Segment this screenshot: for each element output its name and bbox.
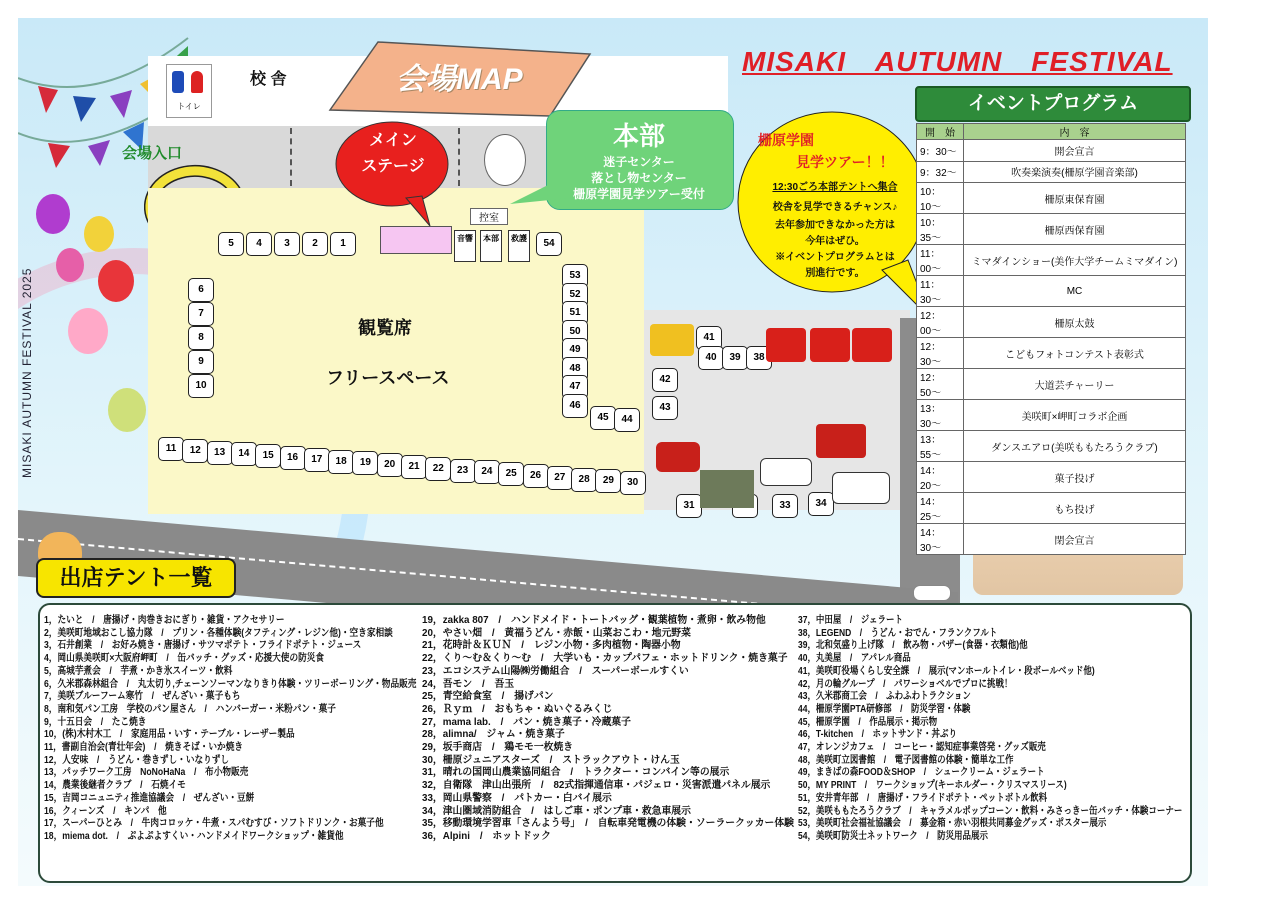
tent-list-item: 8，南和気パン工房 学校のパン屋さん / ハンバーガー・米粉パン・菓子 bbox=[44, 703, 336, 715]
tractor-icon bbox=[656, 442, 700, 472]
tent-list-item: 25，青空給食室 / 揚げパン bbox=[422, 691, 554, 703]
program-time: 13：55〜 bbox=[917, 431, 964, 462]
tent-list-column-3 bbox=[798, 615, 1182, 844]
tent-list-item: 2，美咲町地域おこし協力隊 / プリン・各種体験(タフティング・レジン他)・空き家相談 bbox=[44, 627, 393, 639]
tent-list-item: 16，クィーンズ / キンパ 他 bbox=[44, 805, 167, 817]
tent-list-item: 32，自衛隊 津山出張所 / 82式指揮通信車・パジェロ・災害派遣パネル展示 bbox=[422, 780, 771, 792]
program-time: 12：00〜 bbox=[917, 307, 964, 338]
divider bbox=[458, 128, 462, 186]
toilet-sign bbox=[166, 64, 212, 118]
tent-list-item: 31，晴れの国岡山農業協同組合 / トラクター・コンバイン等の展示 bbox=[422, 767, 730, 779]
tent-marker: 25 bbox=[498, 462, 524, 486]
tent-marker: 7 bbox=[188, 302, 214, 326]
main-stage-line: ステージ bbox=[361, 158, 425, 175]
first-aid-booth: 救護 bbox=[508, 230, 530, 262]
tent-marker: 4 bbox=[246, 232, 272, 256]
festival-poster bbox=[18, 18, 1208, 886]
balloon bbox=[68, 308, 108, 354]
program-content: 吹奏楽演奏(柵原学園音楽部) bbox=[964, 161, 1186, 183]
program-time: 10：35〜 bbox=[917, 214, 964, 245]
hq-booth: 本部 bbox=[480, 230, 502, 262]
tent-list-item: 45，柵原学園 / 作品展示・掲示物 bbox=[798, 716, 938, 728]
tent-list-item: 6，久米郡森林組合 / 丸太切り,チェーンソーマンなりきり体験・ツリーボーリング・物品販売 bbox=[44, 678, 417, 690]
tent-marker: 30 bbox=[620, 471, 646, 495]
program-row bbox=[917, 462, 1186, 493]
tent-list-item: 12，人安味 / うどん・巻きずし・いなりずし bbox=[44, 754, 230, 766]
tent-marker: 20 bbox=[377, 453, 403, 477]
tour-line: 去年参加できなかった方は bbox=[775, 220, 895, 231]
tent-list-item: 24，吾モン / 吾玉 bbox=[422, 678, 515, 690]
tent-marker: 47 bbox=[562, 375, 588, 399]
ladder-truck-icon bbox=[816, 424, 866, 458]
festival-title: MISAKI AUTUMN FESTIVAL bbox=[742, 46, 1173, 77]
tent-list-item: 13，パッチワーク工房 NoNoHaNa / 布小物販売 bbox=[44, 767, 249, 779]
program-time: 12：50〜 bbox=[917, 369, 964, 400]
hq-line: 落とし物センター bbox=[591, 171, 687, 185]
tent-list-item: 4，岡山県美咲町×大阪府岬町 / 缶バッチ・グッズ・応援大使の防災食 bbox=[44, 653, 325, 665]
tent-marker: 3 bbox=[274, 232, 300, 256]
tent-list-item: 50，MY PRINT / ワークショップ(キーホルダー・クリスマスリース) bbox=[798, 780, 1067, 792]
divider bbox=[290, 128, 294, 186]
main-stage-line: メイン bbox=[369, 132, 417, 149]
main-stage-label bbox=[348, 128, 438, 180]
tent-list-column-2 bbox=[422, 615, 794, 844]
tent-marker: 1 bbox=[330, 232, 356, 256]
tent-list-item: 52，美咲ももたろうクラブ / キャラメルポップコーン・飲料・みさっきー缶バッチ・体験コーナー bbox=[798, 805, 1183, 817]
tent-marker: 13 bbox=[207, 441, 233, 465]
tent-list-item: 19，zakka 807 / ハンドメイド・トートバッグ・観葉植物・煮卵・飲み物他 bbox=[422, 615, 766, 626]
tent-marker: 27 bbox=[547, 466, 573, 490]
program-content: 大道芸チャーリー bbox=[964, 369, 1186, 400]
balloon bbox=[56, 248, 84, 282]
tent-marker: 52 bbox=[562, 283, 588, 307]
tent-list-item: 36，Alpini / ホットドック bbox=[422, 830, 551, 842]
tent-list-item: 20，やさい畑 / 黄福うどん・赤飯・山菜おこわ・地元野菜 bbox=[422, 627, 691, 639]
tent-list-item: 44，柵原学園PTA研修部 / 防災学習・体験 bbox=[798, 703, 971, 715]
tent-list-item: 48，美咲町立図書館 / 電子図書館の体験・簡単な工作 bbox=[798, 754, 1014, 766]
tent-marker: 46 bbox=[562, 394, 588, 418]
tent-list-item: 53，美咲町社会福祉協議会 / 募金箱・赤い羽根共同募金グッズ・ポスター展示 bbox=[798, 818, 1107, 830]
tent-list-item: 42，月の輪グループ / パワーショベルでプロに挑戦！ bbox=[798, 678, 1013, 690]
program-time: 14：30〜 bbox=[917, 524, 964, 555]
police-car-icon bbox=[760, 458, 812, 486]
tent-list-item: 10，(株)木村木工 / 家庭用品・いす・テーブル・レーザー製品 bbox=[44, 729, 295, 741]
tent-list-item: 27，mama lab. / パン・焼き菓子・冷蔵菓子 bbox=[422, 716, 631, 728]
tent-list-item: 35，移動環境学習車「さんよう号」 / 自転車発電機の体験・ソーラークッカー体験 bbox=[422, 818, 794, 830]
main-stage bbox=[380, 226, 452, 254]
tent-list-item: 28，alimna/ ジャム・焼き菓子 bbox=[422, 729, 565, 741]
program-time: 10：10〜 bbox=[917, 183, 964, 214]
traffic-light-icon bbox=[913, 585, 951, 601]
tent-marker: 8 bbox=[188, 326, 214, 350]
tent-marker: 5 bbox=[218, 232, 244, 256]
ambulance-icon bbox=[832, 472, 890, 504]
tent-marker: 6 bbox=[188, 278, 214, 302]
tour-title-1: 栅原学園 bbox=[758, 132, 814, 148]
program-content: MC bbox=[964, 276, 1186, 307]
tent-marker: 48 bbox=[562, 357, 588, 381]
side-festival-text: MISAKI AUTUMN FESTIVAL 2025 bbox=[20, 267, 34, 478]
program-content: 菓子投げ bbox=[964, 462, 1186, 493]
tent-list-item: 1，たいと / 唐揚げ・肉巻きおにぎり・雑貨・アクセサリー bbox=[44, 615, 285, 626]
program-content: 柵原太鼓 bbox=[964, 307, 1186, 338]
tent-marker: 22 bbox=[425, 457, 451, 481]
tent-list-item: 46，T-kitchen / ホットサンド・丼ぶり bbox=[798, 729, 957, 741]
program-row bbox=[917, 369, 1186, 400]
tent-marker: 34 bbox=[808, 492, 834, 516]
program-row bbox=[917, 245, 1186, 276]
tent-marker: 18 bbox=[328, 450, 354, 474]
program-row bbox=[917, 183, 1186, 214]
tent-marker: 49 bbox=[562, 338, 588, 362]
tent-marker: 12 bbox=[182, 439, 208, 463]
tent-list-title: 出店テント一覧 bbox=[36, 558, 236, 598]
tent-marker: 9 bbox=[188, 350, 214, 374]
tent-list-item: 34，津山圏域消防組合 / はしご車・ポンプ車・救急車展示 bbox=[422, 805, 691, 817]
tent-list-box bbox=[38, 603, 1192, 883]
tour-line: ※イベントプログラムとは bbox=[775, 252, 895, 263]
balloon bbox=[98, 260, 134, 302]
tent-marker: 45 bbox=[590, 406, 616, 430]
tent-list-item: 29，坂手商店 / 鶏モモ一枚焼き bbox=[422, 742, 574, 754]
program-row bbox=[917, 400, 1186, 431]
tent-marker: 28 bbox=[571, 468, 597, 492]
program-content: 開会宣言 bbox=[964, 140, 1186, 162]
tent-marker: 44 bbox=[614, 408, 640, 432]
tent-list-column-1 bbox=[44, 615, 416, 844]
tour-line: 別進行です。 bbox=[805, 268, 865, 279]
tent-list-item: 26，Ｒｙｍ / おもちゃ・ぬいぐるみくじ bbox=[422, 703, 613, 715]
tour-title-2: 見学ツアー！！ bbox=[796, 154, 894, 170]
program-row bbox=[917, 307, 1186, 338]
tent-list-item: 5，高城芋煮会 / 芋煮・かき氷スイーツ・飲料 bbox=[44, 665, 233, 677]
tent-list-item: 22，くり〜む＆くり〜む / 大学いも・カップパフェ・ホットドリンク・焼き菓子 bbox=[422, 653, 788, 665]
tent-marker: 17 bbox=[304, 448, 330, 472]
tent-marker: 53 bbox=[562, 264, 588, 288]
tent-marker: 41 bbox=[696, 326, 722, 350]
tent-marker: 23 bbox=[450, 459, 476, 483]
program-row bbox=[917, 431, 1186, 462]
tent-list-item: 49，まきばの森FOOD＆SHOP / シュークリーム・ジェラート bbox=[798, 767, 1045, 779]
program-row bbox=[917, 214, 1186, 245]
program-col-time: 開 始 bbox=[917, 124, 964, 140]
program-content: こどもフォトコンテスト表彰式 bbox=[964, 338, 1186, 369]
tour-details bbox=[740, 178, 930, 282]
tent-list-item: 51，安井青年部 / 唐揚げ・フライドポテト・ペットボトル飲料 bbox=[798, 792, 1048, 804]
program-time: 14：20〜 bbox=[917, 462, 964, 493]
tent-marker: 21 bbox=[401, 455, 427, 479]
tent-list-item: 17，スーパーひとみ / 牛肉コロッケ・牛煮・スパむすび・ソフトドリンク・お菓子他 bbox=[44, 818, 384, 830]
program-row bbox=[917, 524, 1186, 555]
program-content: 柵原西保育園 bbox=[964, 214, 1186, 245]
program-content: ミマダインショー(美作大学チームミマダイン) bbox=[964, 245, 1186, 276]
tent-list-item: 15，吉岡コニュニティ推進協議会 / ぜんざい・豆餅 bbox=[44, 792, 255, 804]
program-time: 13：30〜 bbox=[917, 400, 964, 431]
tour-line: 今年はぜひ。 bbox=[805, 236, 865, 247]
tent-list-item: 41，美咲町役場くらし安全課 / 展示(マンホールトイレ・段ボールベッド他) bbox=[798, 665, 1095, 677]
program-time: 14：25〜 bbox=[917, 493, 964, 524]
program-time: 11：00〜 bbox=[917, 245, 964, 276]
program-title: イベントプログラム bbox=[915, 86, 1191, 122]
tent-marker: 14 bbox=[231, 442, 257, 466]
tent-marker: 15 bbox=[255, 444, 281, 468]
map-title: 会場MAP bbox=[396, 63, 523, 96]
program-content: もち投げ bbox=[964, 493, 1186, 524]
male-icon bbox=[172, 71, 184, 93]
program-content: ダンスエアロ(美咲ももたろうクラブ) bbox=[964, 431, 1186, 462]
tent-marker: 54 bbox=[536, 232, 562, 256]
free-space-label: フリースペース bbox=[326, 368, 450, 388]
program-row bbox=[917, 140, 1186, 162]
hq-line: 栅原学園見学ツアー受付 bbox=[573, 187, 705, 201]
program-time: 11：30〜 bbox=[917, 276, 964, 307]
program-row bbox=[917, 276, 1186, 307]
tent-list-item: 18，miema dot. / ぷよぷよすくい・ハンドメイドワークショップ・雑貨他 bbox=[44, 830, 344, 842]
tent-list-item: 7，美咲ブルーフーム寒竹 / ぜんざい・菓子もち bbox=[44, 691, 241, 703]
tent-list-item: 37，中田屋 / ジェラート bbox=[798, 615, 903, 626]
tent-marker: 2 bbox=[302, 232, 328, 256]
fire-truck-icon bbox=[810, 328, 850, 362]
hq-line: 迷子センター bbox=[603, 155, 675, 169]
tent-marker: 31 bbox=[676, 494, 702, 518]
program-content: 美咲町×岬町コラボ企画 bbox=[964, 400, 1186, 431]
tent-list-item: 30，柵原ジュニアスターズ / ストラックアウト・けん玉 bbox=[422, 754, 680, 766]
tent-list-item: 23，エコシステム山陽㈱労働組合 / スーパーボールすくい bbox=[422, 665, 689, 677]
program-time: 9：32〜 bbox=[917, 161, 964, 183]
program-col-content: 内 容 bbox=[964, 124, 1186, 140]
tent-marker: 24 bbox=[474, 460, 500, 484]
female-icon bbox=[191, 71, 203, 93]
toilet-label: トイレ bbox=[177, 102, 201, 111]
entrance-label: 会場入口 bbox=[122, 145, 183, 162]
tent-marker: 40 bbox=[698, 346, 724, 370]
tent-list-item: 11，書副自治会(青壮年会) / 焼きそば・いか焼き bbox=[44, 742, 244, 754]
program-row bbox=[917, 493, 1186, 524]
program-time: 12：30〜 bbox=[917, 338, 964, 369]
balloon bbox=[36, 194, 70, 234]
fire-truck-icon bbox=[766, 328, 806, 362]
tent-list-item: 38，LEGEND / うどん・おでん・フランクフルト bbox=[798, 627, 998, 639]
military-vehicle-icon bbox=[700, 470, 754, 508]
tent-marker: 29 bbox=[595, 469, 621, 493]
tent-list-item: 3，石井創業 / お好み焼き・唐揚げ・サツマポテト・フライドポテト・ジュース bbox=[44, 640, 362, 652]
fire-truck-icon bbox=[852, 328, 892, 362]
tent-list-item: 40，丸美屋 / アパレル商品 bbox=[798, 653, 911, 665]
excavator-icon bbox=[650, 324, 694, 356]
tent-list-item: 47，オレンジカフェ / コーヒー・認知症事業啓発・グッズ販売 bbox=[798, 742, 1046, 754]
tour-line: 12:30ごろ本部テントへ集合 bbox=[772, 182, 898, 193]
balloon bbox=[108, 388, 146, 432]
tent-list-item: 14，農業後継者クラブ / 石焼イモ bbox=[44, 780, 186, 792]
tent-list-item: 54，美咲町防災士ネットワーク / 防災用品展示 bbox=[798, 830, 989, 842]
tent-marker: 11 bbox=[158, 437, 184, 461]
tent-list-item: 39，北和気盛り上げ隊 / 飲み物・バザー(食器・衣類他)他 bbox=[798, 640, 1028, 652]
school-label: 校 舎 bbox=[250, 71, 287, 88]
tent-marker: 16 bbox=[280, 446, 306, 470]
tent-marker: 43 bbox=[652, 396, 678, 420]
program-row bbox=[917, 161, 1186, 183]
tent-marker: 42 bbox=[652, 368, 678, 392]
tent-marker: 26 bbox=[523, 464, 549, 488]
program-table bbox=[916, 123, 1186, 555]
program-time: 9：30〜 bbox=[917, 140, 964, 162]
tent-marker: 50 bbox=[562, 320, 588, 344]
balloon bbox=[84, 216, 114, 252]
seating-label: 観覧席 bbox=[358, 318, 412, 338]
hq-services bbox=[546, 154, 732, 202]
control-room: 控室 bbox=[470, 208, 508, 225]
tent-list-item: 9，十五日会 / たこ焼き bbox=[44, 716, 147, 728]
hq-title: 本部 bbox=[612, 121, 665, 151]
tent-marker: 19 bbox=[352, 451, 378, 475]
program-content: 閉会宣言 bbox=[964, 524, 1186, 555]
sound-booth: 音響 bbox=[454, 230, 476, 262]
tent-list-item: 21，花時計＆ＫＵＮ / レジン小物・多肉植物・陶器小物 bbox=[422, 640, 681, 652]
tent-marker: 39 bbox=[722, 346, 748, 370]
tent-marker: 51 bbox=[562, 301, 588, 325]
tent-list-item: 43，久米郡商工会 / ふわふわトラクション bbox=[798, 691, 971, 703]
tent-list-item: 33，岡山県警察 / パトカー・白バイ展示 bbox=[422, 792, 612, 804]
tour-line: 校舎を見学できるチャンス♪ bbox=[772, 202, 898, 213]
tent-marker: 38 bbox=[746, 346, 772, 370]
tent-marker: 10 bbox=[188, 374, 214, 398]
program-content: 柵原東保育園 bbox=[964, 183, 1186, 214]
program-row bbox=[917, 338, 1186, 369]
tent-marker: 33 bbox=[772, 494, 798, 518]
